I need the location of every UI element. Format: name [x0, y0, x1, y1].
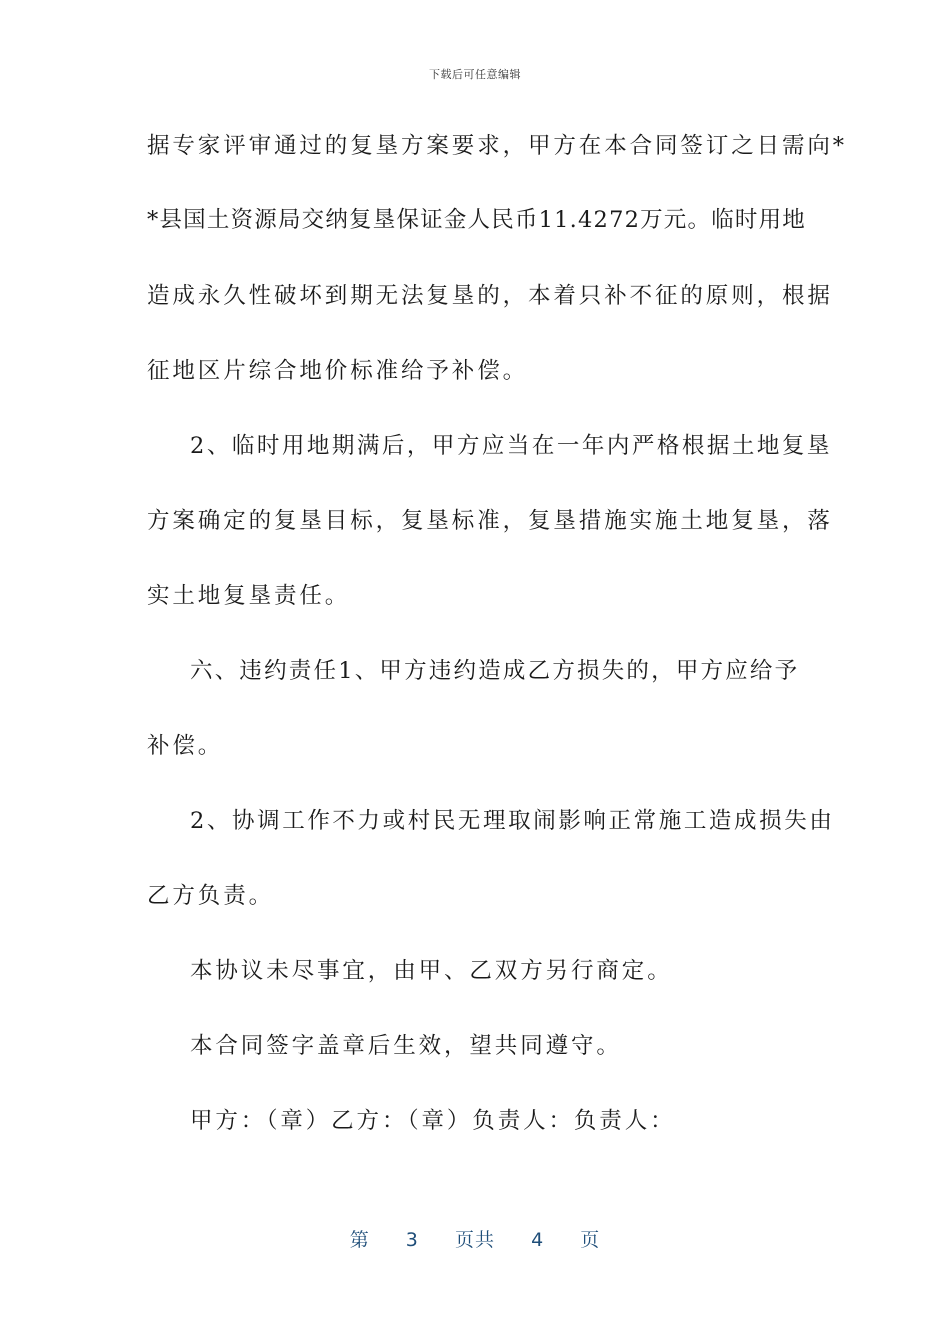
- body-line: 方案确定的复垦目标，复垦标准，复垦措施实施土地复垦，落: [147, 508, 833, 534]
- header-note: 下载后可任意编辑: [429, 68, 521, 81]
- footer-prefix: 第: [349, 1229, 370, 1251]
- footer-suffix: 页: [580, 1229, 601, 1251]
- body-line: 本合同签字盖章后生效，望共同遵守。: [190, 1033, 622, 1059]
- footer-total-pages: 4: [531, 1229, 545, 1251]
- body-line: 本协议未尽事宜，由甲、乙双方另行商定。: [190, 958, 673, 984]
- body-line: 造成永久性破坏到期无法复垦的，本着只补不征的原则，根据: [147, 283, 833, 309]
- footer-current-page: 3: [405, 1229, 419, 1251]
- body-line: 实土地复垦责任。: [147, 583, 351, 609]
- body-line: *县国土资源局交纳复垦保证金人民币11.4272万元。临时用地: [147, 207, 806, 233]
- body-line: 据专家评审通过的复垦方案要求，甲方在本合同签订之日需向*: [147, 133, 847, 159]
- body-line: 补偿。: [147, 733, 224, 759]
- body-line: 乙方负责。: [147, 883, 275, 909]
- body-line: 2、临时用地期满后，甲方应当在一年内严格根据土地复垦: [190, 433, 832, 459]
- body-line: 征地区片综合地价标准给予补偿。: [147, 358, 529, 384]
- body-line: 六、违约责任1、甲方违约造成乙方损失的，甲方应给予: [190, 658, 800, 684]
- page-footer: [0, 1225, 950, 1252]
- body-line: 2、协调工作不力或村民无理取闹影响正常施工造成损失由: [190, 808, 835, 834]
- body-line: 甲方：（章）乙方：（章）负责人：负责人：: [190, 1108, 676, 1134]
- footer-middle: 页共: [454, 1229, 495, 1251]
